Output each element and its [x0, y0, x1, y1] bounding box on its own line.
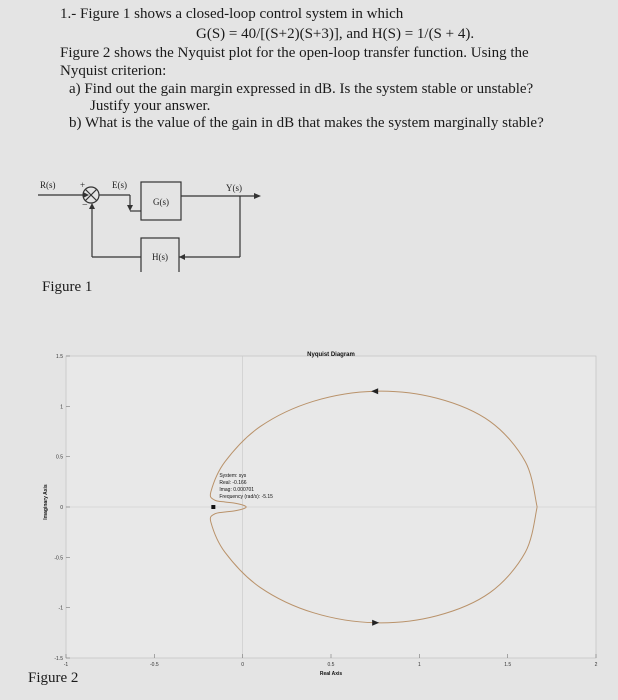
x-axis-label: Real Axis: [319, 671, 343, 676]
block-diagram: [30, 172, 270, 272]
output-arrow: [254, 193, 261, 199]
feedback-block-label: H(s): [152, 252, 168, 262]
forward-block-label: G(s): [153, 197, 169, 207]
y-tick-label: 1: [60, 404, 63, 411]
datatip-line-1: System: sys: [219, 473, 247, 479]
problem-line-2: G(S) = 40/[(S+2)(S+3)], and H(S) = 1/(S + 4).: [196, 26, 475, 42]
minus-sign: −: [82, 200, 88, 211]
x-tick-label: 2: [594, 662, 598, 668]
datatip-line-4: Frequency (rad/s): -5.15: [219, 494, 273, 500]
datatip-line-2: Real: -0.166: [219, 480, 247, 486]
problem-line-6: Justify your answer.: [90, 98, 211, 114]
x-tick-label: -1: [63, 662, 69, 668]
x-tick-label: 0: [241, 662, 245, 668]
y-tick-label: -1: [58, 605, 63, 612]
error-label: E(s): [112, 180, 127, 190]
y-tick-label: 1.5: [56, 354, 63, 360]
problem-line-4: Nyquist criterion:: [60, 63, 167, 79]
chart-title: Nyquist Diagram: [307, 352, 355, 358]
input-label: R(s): [40, 180, 56, 190]
y-tick-label: 0.5: [56, 454, 63, 461]
problem-line-3: Figure 2 shows the Nyquist plot for the open-loop transfer function. Using the: [60, 45, 529, 61]
x-tick-label: 1.5: [504, 662, 512, 668]
y-tick-label: 0: [60, 505, 63, 511]
output-label: Y(s): [226, 183, 242, 193]
y-tick-label: -0.5: [54, 555, 63, 562]
plus-sign: +: [80, 180, 86, 190]
figure-2-caption: Figure 2: [28, 670, 79, 686]
nyquist-plot: [40, 350, 600, 676]
x-tick-label: 1: [417, 662, 421, 668]
x-tick-label: 0.5: [327, 662, 335, 668]
x-tick-label: -0.5: [150, 662, 159, 668]
datatip-line-3: Imag: 0.000701: [219, 487, 255, 493]
y-axis-label: Imaginary Axis: [43, 484, 49, 520]
problem-line-1: 1.- Figure 1 shows a closed-loop control system in which: [60, 6, 404, 22]
problem-line-7: b) What is the value of the gain in dB that makes the system marginally stable?: [69, 115, 544, 131]
datatip-marker: [211, 505, 215, 509]
y-tick-label: -1.5: [54, 656, 63, 662]
problem-line-5: a) Find out the gain margin expressed in dB. Is the system stable or unstable?: [69, 81, 534, 97]
figure-1-caption: Figure 1: [42, 279, 93, 295]
